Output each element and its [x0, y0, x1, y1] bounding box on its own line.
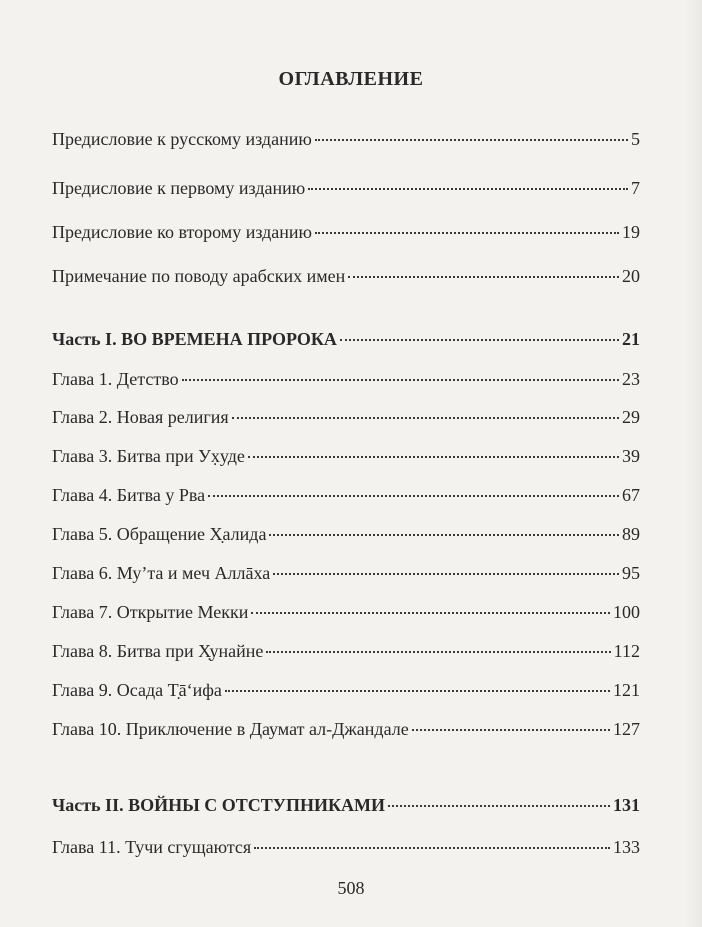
toc-chapter-label: Глава 5. Обращение Х̣алида	[52, 524, 267, 544]
toc-entry-label: Предисловие ко второму изданию	[52, 222, 312, 242]
toc-part-label: Часть II. ВОЙНЫ С ОТСТУПНИКАМИ	[52, 795, 386, 815]
toc-entry	[52, 177, 640, 199]
toc-chapter-label: Глава 1. Детство	[52, 369, 179, 389]
toc-chapter-page: 67	[622, 485, 640, 505]
toc-entry	[52, 265, 640, 287]
dot-leader	[269, 534, 619, 536]
toc-chapter-page: 23	[622, 369, 640, 389]
toc-part-page: 131	[613, 795, 640, 815]
toc-entry-label: Примечание по поводу арабских имен	[52, 266, 346, 286]
dot-leader	[266, 651, 610, 653]
toc-entry-label: Предисловие к русскому изданию	[52, 129, 312, 149]
toc-chapter-label: Глава 3. Битва при Уx̣уде	[52, 446, 245, 466]
toc-chapter-label: Глава 4. Битва у Рва	[52, 485, 206, 505]
dot-leader	[254, 847, 610, 849]
toc-chapter-label: Глава 6. Му’та и меч Аллāха	[52, 563, 271, 583]
toc-chapter-entry	[52, 679, 640, 701]
toc-entry-page: 5	[631, 129, 640, 149]
toc-chapter-entry	[52, 368, 640, 390]
toc-chapter-page: 100	[613, 602, 640, 622]
toc-entry-page: 7	[631, 178, 640, 198]
toc-chapter-page: 39	[622, 446, 640, 466]
dot-leader	[251, 612, 610, 614]
dot-leader	[412, 729, 610, 731]
toc-chapter-page: 89	[622, 524, 640, 544]
toc-entry-label: Предисловие к первому изданию	[52, 178, 306, 198]
toc-part-label: Часть I. ВО ВРЕМЕНА ПРОРОКА	[52, 329, 337, 349]
toc-chapter-page: 121	[613, 680, 640, 700]
toc-chapter-entry	[52, 484, 640, 506]
toc-entry	[52, 128, 640, 150]
toc-chapter-label: Глава 8. Битва при Х̣унайне	[52, 641, 264, 661]
page-edge-shadow	[684, 0, 702, 927]
dot-leader	[315, 232, 619, 234]
toc-chapter-entry	[52, 562, 640, 584]
toc-chapter-label: Глава 7. Открытие Мекки	[52, 602, 249, 622]
toc-chapter-label: Глава 2. Новая религия	[52, 407, 229, 427]
dot-leader	[208, 495, 619, 497]
toc-chapter-page: 29	[622, 407, 640, 427]
dot-leader	[225, 690, 610, 692]
dot-leader	[248, 456, 619, 458]
toc-entry-page: 20	[622, 266, 640, 286]
toc-chapter-page: 127	[613, 719, 640, 739]
toc-chapter-entry	[52, 836, 640, 858]
toc-part-entry	[52, 328, 640, 350]
toc-chapter-page: 133	[613, 837, 640, 857]
toc-chapter-entry	[52, 523, 640, 545]
toc-chapter-entry	[52, 445, 640, 467]
toc-chapter-entry	[52, 718, 640, 740]
toc-chapter-page: 112	[613, 641, 640, 661]
dot-leader	[273, 573, 619, 575]
dot-leader	[308, 188, 628, 190]
toc-chapter-page: 95	[622, 563, 640, 583]
toc-chapter-label: Глава 9. Осада Т̣ā‘ифа	[52, 680, 222, 700]
dot-leader	[388, 805, 610, 807]
toc-chapter-entry	[52, 406, 640, 428]
toc-chapter-entry	[52, 601, 640, 623]
dot-leader	[182, 379, 619, 381]
toc-chapter-label: Глава 10. Приключение в Даумат ал-Джандале	[52, 719, 409, 739]
dot-leader	[340, 339, 619, 341]
toc-part-page: 21	[622, 329, 640, 349]
toc-entry-page: 19	[622, 222, 640, 242]
page-title: ОГЛАВЛЕНИЕ	[278, 68, 424, 90]
dot-leader	[315, 139, 628, 141]
toc-entry	[52, 221, 640, 243]
toc-part-entry	[52, 794, 640, 816]
toc-chapter-label: Глава 11. Тучи сгущаются	[52, 837, 252, 857]
page-number: 508	[337, 878, 365, 898]
toc-chapter-entry	[52, 640, 640, 662]
dot-leader	[232, 417, 619, 419]
dot-leader	[348, 276, 619, 278]
